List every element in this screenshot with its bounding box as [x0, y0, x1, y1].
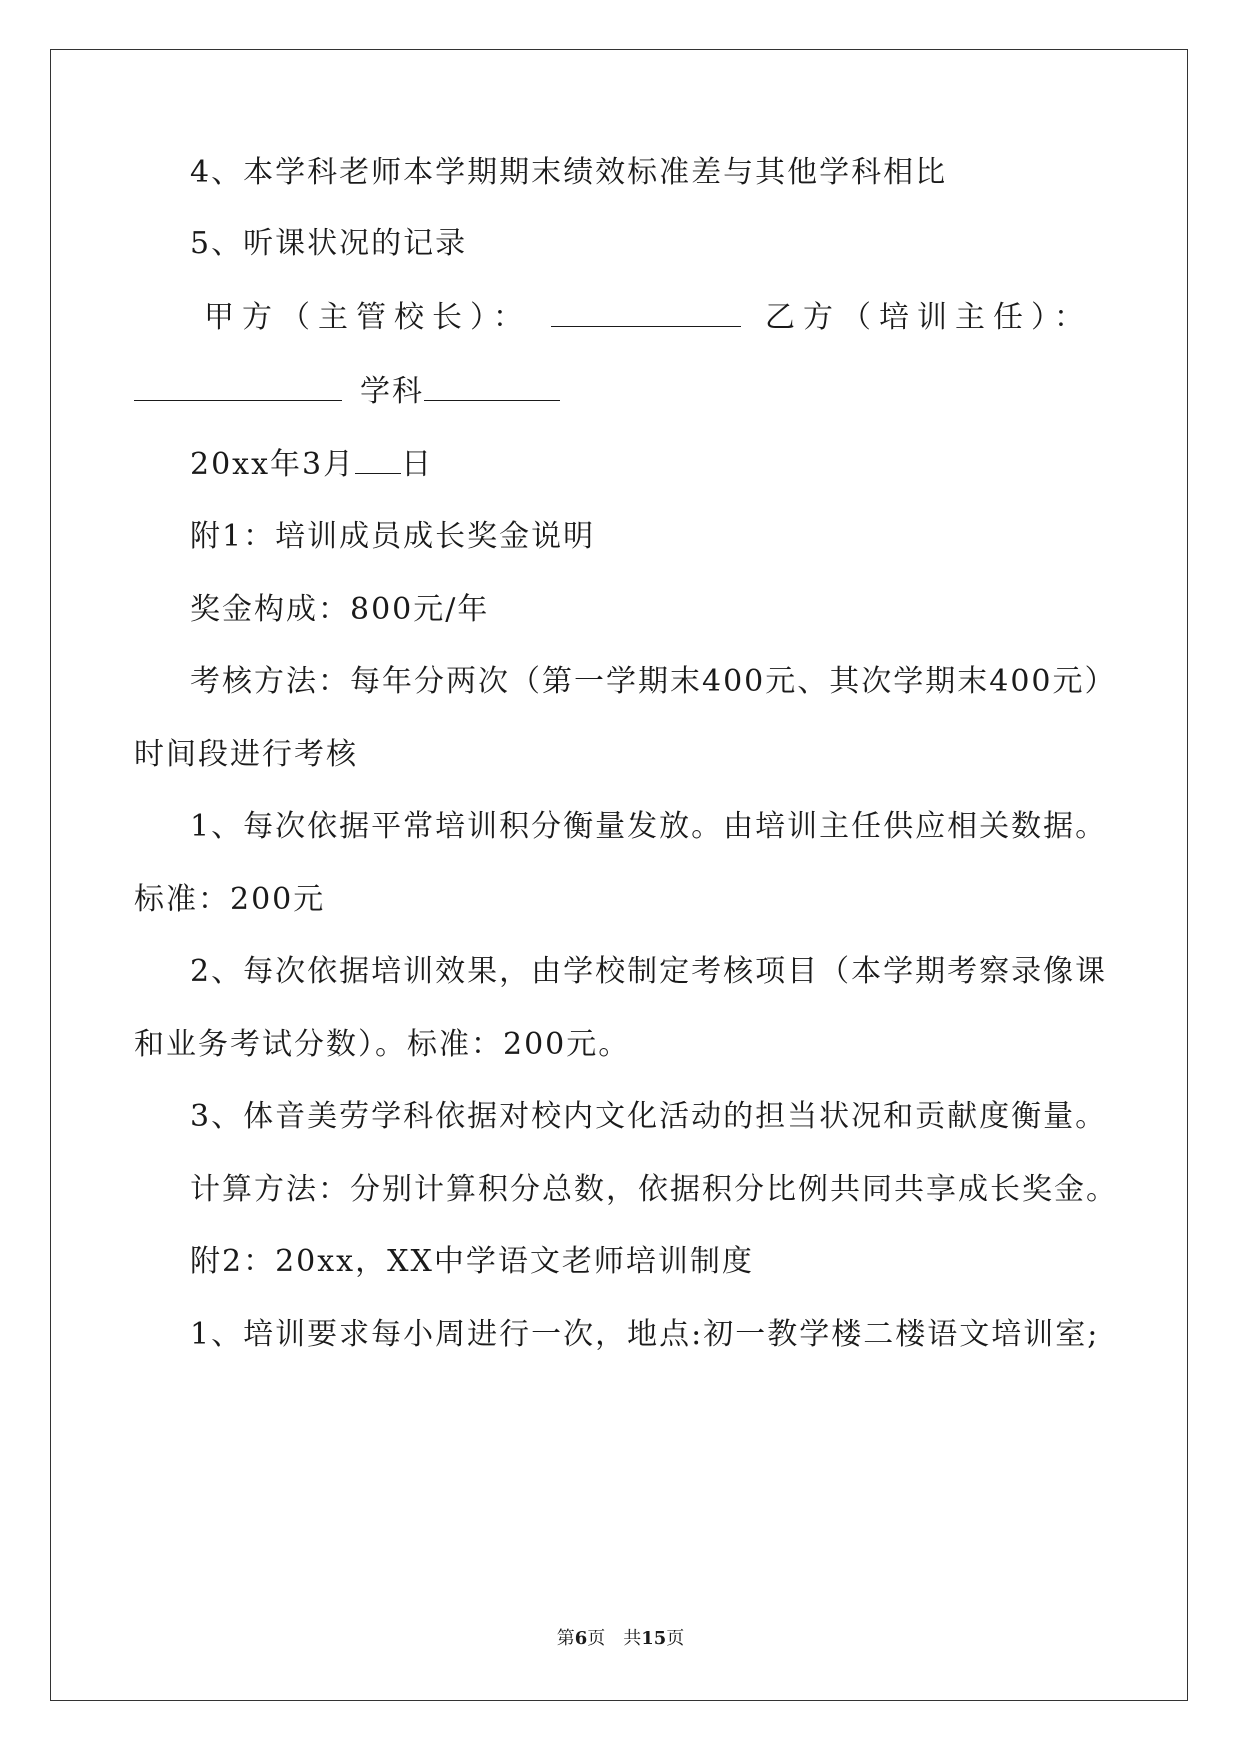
date-suffix: 日 — [401, 447, 434, 482]
party-a-label: 甲方（主管校长）： — [204, 300, 531, 335]
paragraph-line: 4、本学科老师本学期期末绩效标准差与其他学科相比 — [190, 155, 948, 190]
date-prefix: 20xx年3月 — [190, 447, 356, 482]
paragraph-line: 计算方法：分别计算积分总数，依据积分比例共同共享成长奖金。 — [190, 1172, 1118, 1207]
page-border — [50, 49, 1188, 1701]
paragraph-line: 附1：培训成员成长奖金说明 — [190, 519, 596, 554]
paragraph-line: 3、体音美劳学科依据对校内文化活动的担当状况和贡献度衡量。 — [190, 1099, 1108, 1134]
subject-label: 学科 — [360, 374, 424, 409]
page-footer — [0, 1624, 1241, 1650]
paragraph-line: 2、每次依据培训效果，由学校制定考核项目（本学期考察录像课 — [190, 954, 1108, 989]
paragraph-line: 1、每次依据平常培训积分衡量发放。由培训主任供应相关数据。 — [190, 809, 1108, 844]
paragraph-line: 奖金构成：800元/年 — [190, 592, 490, 627]
paragraph-line: 标准：200元 — [134, 882, 326, 917]
paragraph-line: 考核方法：每年分两次（第一学期末400元、其次学期末400元） — [190, 664, 1117, 699]
subject-blank — [424, 372, 560, 401]
paragraph-line: 时间段进行考核 — [134, 737, 358, 772]
page-current: 6 — [574, 1628, 588, 1649]
paragraph-line: 5、听课状况的记录 — [190, 226, 468, 261]
paragraph-line: 附2：20xx，XX中学语文老师培训制度 — [190, 1244, 754, 1279]
page-prefix: 第 — [556, 1628, 575, 1649]
page-suffix: 页 — [666, 1628, 685, 1649]
day-blank — [355, 445, 401, 474]
date-line — [190, 445, 433, 485]
signature-line-1 — [204, 298, 1092, 338]
page-total: 15 — [641, 1628, 667, 1649]
page-mid: 页 共 — [587, 1628, 642, 1649]
paragraph-line: 和业务考试分数）。标准：200元。 — [134, 1027, 631, 1062]
party-a-blank — [551, 298, 741, 327]
party-b-blank — [134, 372, 342, 401]
signature-line-2 — [134, 372, 560, 412]
paragraph-line: 1、培训要求每小周进行一次，地点:初一教学楼二楼语文培训室; — [190, 1317, 1100, 1352]
party-b-label: 乙方（培训主任）： — [765, 300, 1092, 335]
